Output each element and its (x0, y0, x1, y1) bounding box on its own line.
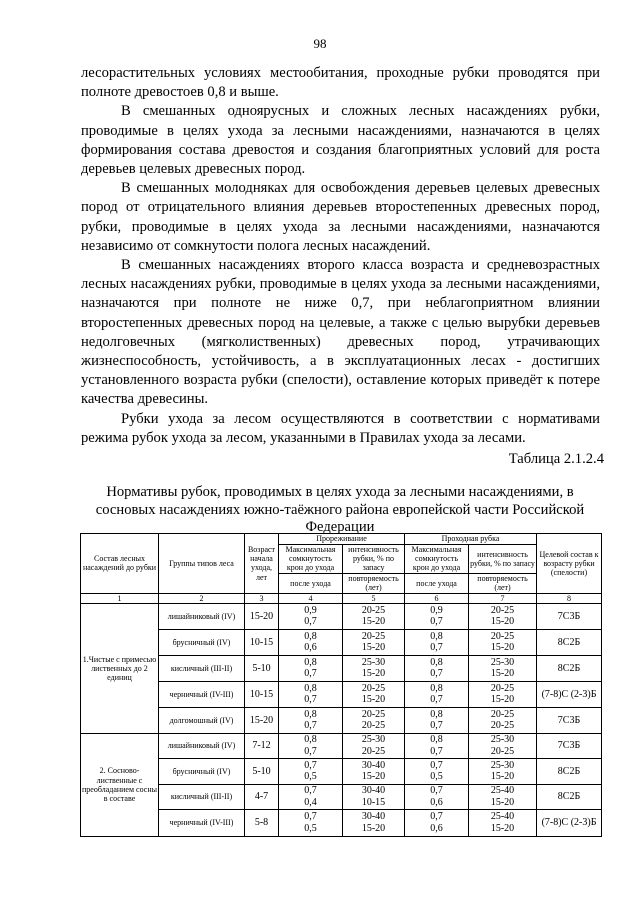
value-cell (343, 784, 405, 809)
value-cell (469, 733, 537, 758)
column-number: 4 (279, 593, 343, 603)
value-cell (405, 629, 469, 655)
value-cell (405, 655, 469, 681)
table-number: Таблица 2.1.2.4 (508, 451, 604, 467)
value-top: 25-30 (490, 734, 515, 746)
table-row (81, 758, 602, 784)
start-age: 10-15 (245, 629, 279, 655)
header-composition: Состав лесных насаждений до рубки (81, 534, 159, 594)
value-cell (343, 758, 405, 784)
forest-type: долгомошный (IV) (159, 707, 245, 733)
value-cell (279, 733, 343, 758)
value-bottom: 0,7 (430, 616, 443, 628)
target-composition: 8С2Б (537, 758, 602, 784)
header-repeat: повторяемость (лет) (343, 573, 405, 593)
value-top: 0,9 (304, 604, 317, 616)
value-bottom: 15-20 (361, 694, 386, 706)
header-max-closure: Максимальная сомкнутость крон до ухода (405, 545, 469, 574)
value-cell (343, 733, 405, 758)
value-top: 0,7 (430, 811, 443, 823)
value-top: 20-25 (361, 604, 386, 616)
value-top: 25-40 (490, 785, 515, 797)
table-row (81, 733, 602, 758)
value-cell (405, 681, 469, 707)
value-bottom: 20-25 (490, 720, 515, 732)
value-top: 30-40 (361, 811, 386, 823)
forest-type: черничный (IV-III) (159, 681, 245, 707)
value-cell (279, 758, 343, 784)
value-top: 0,8 (430, 630, 443, 642)
value-top: 25-30 (361, 734, 386, 746)
column-number: 1 (81, 593, 159, 603)
value-cell (469, 655, 537, 681)
start-age: 4-7 (245, 784, 279, 809)
value-bottom: 0,5 (430, 771, 443, 783)
body-text (81, 64, 600, 448)
value-cell (279, 655, 343, 681)
value-cell (469, 707, 537, 733)
target-composition: 8С2Б (537, 629, 602, 655)
value-cell (469, 681, 537, 707)
value-bottom: 15-20 (361, 822, 386, 834)
table-row (81, 784, 602, 809)
value-top: 0,7 (304, 811, 317, 823)
start-age: 5-10 (245, 758, 279, 784)
header-passing-cut: Проходная рубка (405, 534, 537, 545)
value-top: 0,9 (430, 604, 443, 616)
paragraph: Рубки ухода за лесом осуществляются в соответствии с нормативами режима рубок ухода за лесом, указанными в Правилах ухода за лесами. (81, 410, 600, 446)
header-after-care: после ухода (405, 573, 469, 593)
header-thinning: Прореживание (279, 534, 405, 545)
value-cell (343, 809, 405, 836)
value-top: 0,8 (304, 708, 317, 720)
paragraph: В смешанных насаждениях второго класса возраста и средневозрастных лесных насаждениях рубки, проводимые в целях ухода за лесными насаждениями, назначаются при полноте не ниже 0,7, при неблагоприятном влиянии второстепенных древесных пород на целевые, а также с целью вырубки деревьев недолговечных (мягколиственных) древесных пород, утрачивающих жизнеспособность, устойчивость, а в эксплуатационных лесах - достигших установленного возраста рубки (спелости), оставление которых приведёт к потере качества древесины. (81, 257, 600, 408)
value-bottom: 0,7 (430, 642, 443, 654)
value-cell (405, 733, 469, 758)
start-age: 5-8 (245, 809, 279, 836)
norms-table (80, 533, 601, 837)
value-bottom: 15-20 (490, 771, 515, 783)
value-bottom: 15-20 (490, 642, 515, 654)
forest-type: кисличный (III-II) (159, 784, 245, 809)
value-cell (469, 629, 537, 655)
start-age: 15-20 (245, 603, 279, 629)
table-row (81, 629, 602, 655)
header-start-age: Возраст начала ухода, лет (245, 534, 279, 594)
value-bottom: 15-20 (490, 822, 515, 834)
value-bottom: 0,7 (304, 616, 317, 628)
value-cell (405, 809, 469, 836)
forest-type: лишайниковый (IV) (159, 603, 245, 629)
value-top: 0,7 (304, 759, 317, 771)
target-composition: 7С3Б (537, 707, 602, 733)
value-bottom: 20-25 (361, 720, 386, 732)
value-top: 30-40 (361, 759, 386, 771)
value-cell (469, 603, 537, 629)
value-bottom: 15-20 (490, 668, 515, 680)
group-name: 1.Чистые с примесью лиственных до 2 единиц (81, 603, 159, 733)
table-row (81, 809, 602, 836)
value-top: 0,8 (430, 734, 443, 746)
value-cell (405, 784, 469, 809)
value-cell (279, 784, 343, 809)
value-top: 25-40 (490, 811, 515, 823)
start-age: 7-12 (245, 733, 279, 758)
value-top: 20-25 (490, 682, 515, 694)
value-top: 0,7 (430, 759, 443, 771)
value-cell (279, 629, 343, 655)
value-bottom: 0,7 (430, 720, 443, 732)
table-title: Нормативы рубок, проводимых в целях ухода за лесными насаждениями, в сосновых насаждениях южно-таёжного района европейской части Российской Федерации (95, 484, 585, 535)
table-row (81, 603, 602, 629)
start-age: 15-20 (245, 707, 279, 733)
value-top: 20-25 (361, 630, 386, 642)
column-number: 8 (537, 593, 602, 603)
value-top: 0,7 (304, 785, 317, 797)
value-top: 0,8 (430, 656, 443, 668)
value-top: 20-25 (490, 630, 515, 642)
value-bottom: 0,4 (304, 796, 317, 808)
value-cell (279, 681, 343, 707)
start-age: 10-15 (245, 681, 279, 707)
value-bottom: 20-25 (490, 745, 515, 757)
value-cell (405, 707, 469, 733)
column-number: 5 (343, 593, 405, 603)
page-number: 98 (313, 36, 327, 51)
value-bottom: 15-20 (361, 771, 386, 783)
column-number: 2 (159, 593, 245, 603)
value-bottom: 0,7 (430, 745, 443, 757)
value-top: 0,8 (304, 630, 317, 642)
value-cell (343, 603, 405, 629)
value-top: 0,8 (430, 708, 443, 720)
target-composition: 7С3Б (537, 603, 602, 629)
value-bottom: 0,7 (430, 668, 443, 680)
header-intensity: интенсивность рубки, % по запасу (343, 545, 405, 574)
value-bottom: 0,6 (430, 796, 443, 808)
value-bottom: 0,6 (304, 642, 317, 654)
table-row (81, 655, 602, 681)
value-cell (405, 603, 469, 629)
value-top: 25-30 (490, 656, 515, 668)
forest-type: лишайниковый (IV) (159, 733, 245, 758)
value-bottom: 15-20 (361, 642, 386, 654)
value-cell (405, 758, 469, 784)
target-composition: 7С3Б (537, 733, 602, 758)
header-intensity: интенсивность рубки, % по запасу (469, 545, 537, 574)
value-cell (279, 809, 343, 836)
value-cell (279, 603, 343, 629)
value-top: 0,8 (304, 682, 317, 694)
column-number: 3 (245, 593, 279, 603)
target-composition: 8С2Б (537, 655, 602, 681)
value-top: 0,8 (304, 656, 317, 668)
value-bottom: 0,7 (304, 694, 317, 706)
value-top: 0,7 (430, 785, 443, 797)
header-forest-type: Группы типов леса (159, 534, 245, 594)
value-bottom: 15-20 (490, 694, 515, 706)
paragraph: лесорастительных условиях местообитания, проходные рубки проводятся при полноте древостоев 0,8 и выше. (81, 65, 600, 101)
value-bottom: 0,7 (304, 745, 317, 757)
value-top: 20-25 (490, 604, 515, 616)
value-cell (469, 758, 537, 784)
value-top: 0,8 (430, 682, 443, 694)
value-cell (343, 655, 405, 681)
value-cell (279, 707, 343, 733)
header-max-closure: Максимальная сомкнутость крон до ухода (279, 545, 343, 574)
value-top: 0,8 (304, 734, 317, 746)
value-cell (343, 707, 405, 733)
value-top: 20-25 (490, 708, 515, 720)
target-composition: 8С2Б (537, 784, 602, 809)
forest-type: брусничный (IV) (159, 629, 245, 655)
value-top: 20-25 (361, 682, 386, 694)
paragraph: В смешанных молодняках для освобождения деревьев целевых древесных пород от отрицательного влияния деревьев второстепенных древесных пород, рубки, проводимые в целях ухода за лесными насаждениями, назначаются независимо от сомкнутости полога лесных насаждений. (81, 180, 600, 254)
value-bottom: 0,7 (304, 668, 317, 680)
value-cell (343, 681, 405, 707)
target-composition: (7-8)С (2-3)Б (537, 681, 602, 707)
group-name: 2. Сосново-лиственные с преобладанием сосны в составе (81, 733, 159, 836)
value-bottom: 15-20 (361, 616, 386, 628)
value-bottom: 15-20 (361, 668, 386, 680)
forest-type: черничный (IV-III) (159, 809, 245, 836)
value-bottom: 0,7 (304, 720, 317, 732)
forest-type: брусничный (IV) (159, 758, 245, 784)
value-top: 25-30 (361, 656, 386, 668)
value-cell (469, 809, 537, 836)
value-cell (469, 784, 537, 809)
value-bottom: 15-20 (490, 796, 515, 808)
value-cell (343, 629, 405, 655)
value-bottom: 0,5 (304, 822, 317, 834)
header-after-care: после ухода (279, 573, 343, 593)
column-number: 6 (405, 593, 469, 603)
value-bottom: 0,5 (304, 771, 317, 783)
value-bottom: 0,6 (430, 822, 443, 834)
column-number: 7 (469, 593, 537, 603)
target-composition: (7-8)С (2-3)Б (537, 809, 602, 836)
forest-type: кисличный (III-II) (159, 655, 245, 681)
value-bottom: 0,7 (430, 694, 443, 706)
start-age: 5-10 (245, 655, 279, 681)
header-target-composition: Целевой состав к возрасту рубки (спелости) (537, 534, 602, 594)
paragraph: В смешанных одноярусных и сложных лесных насаждениях рубки, проводимые в целях ухода за лесными насаждениями, назначаются в целях формирования состава древостоя и создания благоприятных условий для роста деревьев целевых древесных пород. (81, 103, 600, 178)
value-top: 25-30 (490, 759, 515, 771)
value-top: 30-40 (361, 785, 386, 797)
value-bottom: 15-20 (490, 616, 515, 628)
value-bottom: 20-25 (361, 745, 386, 757)
value-bottom: 10-15 (361, 796, 386, 808)
table-row (81, 707, 602, 733)
value-top: 20-25 (361, 708, 386, 720)
table-row (81, 681, 602, 707)
header-repeat: повторяемость (лет) (469, 573, 537, 593)
